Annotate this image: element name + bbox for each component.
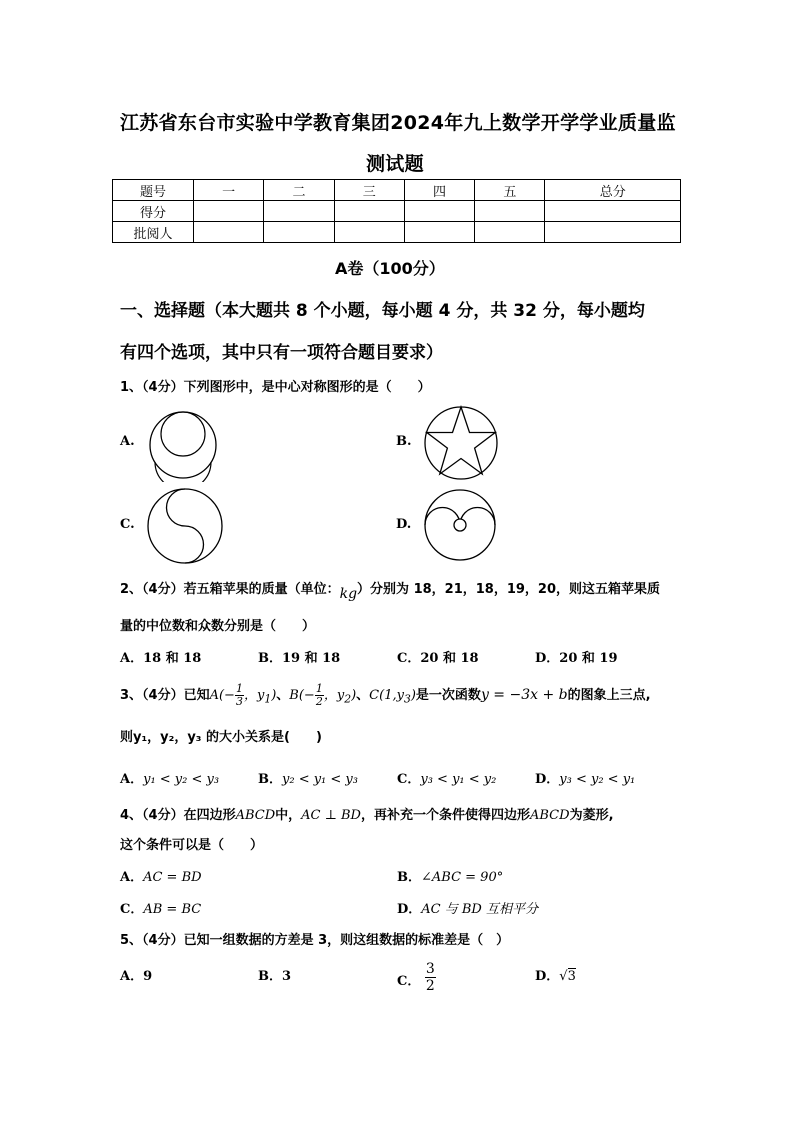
score-cell — [404, 201, 474, 222]
question-5-stem: 5、（4分）已知一组数据的方差是 3，则这组数据的标准差是（ ） — [120, 933, 510, 948]
score-cell — [545, 201, 681, 222]
q1-figure-d — [422, 487, 498, 563]
q3-option-c: C．y₃ < y₁ < y₂ — [397, 772, 497, 787]
q1-option-d-label: D. — [396, 517, 412, 532]
score-table — [112, 179, 681, 243]
q4-option-d: D．AC 与 BD 互相平分 — [397, 902, 538, 917]
score-cell — [334, 222, 404, 243]
q4-abcd: ABCD — [235, 808, 276, 823]
q3-suffix2: 的图象上三点, — [567, 688, 651, 703]
q4-option-a: A．AC = BD — [120, 870, 202, 885]
score-table-row — [113, 222, 681, 243]
score-cell — [194, 222, 264, 243]
q3-frac-a: $\frac{1}{3}$ — [235, 682, 243, 708]
question-2-stem — [120, 578, 661, 602]
q5-sqrt-value: 3 — [567, 969, 576, 984]
score-cell — [475, 201, 545, 222]
page-title-line1: 江苏省东台市实验中学教育集团2024年九上数学开学学业质量监 — [120, 112, 676, 134]
q2-unit: kg — [339, 586, 358, 602]
question-1-stem: 1、（4分）下列图形中，是中心对称图形的是（ ） — [120, 380, 431, 395]
q1-figure-a — [146, 410, 220, 482]
score-header-cell: 三 — [334, 180, 404, 201]
score-cell — [194, 201, 264, 222]
q3-point-a: A(− $\frac{1}{3}$ ，$y_1$) — [209, 682, 277, 708]
score-row-label: 得分 — [113, 201, 194, 222]
q1-option-c-label: C. — [120, 517, 135, 532]
q2-option-b: B．19 和 18 — [258, 651, 341, 666]
score-header-cell: 二 — [264, 180, 334, 201]
q3-point-c: $C(1,y_3)$ — [369, 688, 416, 706]
q4-condition: AC ⊥ BD — [301, 808, 361, 823]
q1-figure-b — [423, 405, 499, 481]
score-table-header-row — [113, 180, 681, 201]
q5-fraction: $\frac{3}{2}$ — [425, 961, 435, 994]
q2-option-a: A．18 和 18 — [120, 651, 202, 666]
score-cell — [334, 201, 404, 222]
score-row-label: 批阅人 — [113, 222, 194, 243]
q2-option-d: D．20 和 19 — [535, 651, 618, 666]
q3-sep2: 、 — [356, 688, 370, 703]
q2-stem-part-b: ）分别为 18，21，18，19，20，则这五箱苹果质 — [357, 582, 661, 597]
score-cell — [404, 222, 474, 243]
q3-suffix: 是一次函数 — [415, 688, 481, 703]
q3-point-b: B(− $\frac{1}{2}$ ，$y_2$) — [289, 682, 357, 708]
score-table-row — [113, 201, 681, 222]
question-3-stem — [120, 683, 651, 708]
question-3-stem-line2: 则y₁，y₂，y₃ 的大小关系是( ) — [120, 730, 322, 745]
q1-figure-c — [146, 487, 224, 565]
score-header-cell: 一 — [194, 180, 264, 201]
score-cell — [545, 222, 681, 243]
question-2-stem-line2: 量的中位数和众数分别是（ ） — [120, 619, 316, 634]
score-cell — [264, 222, 334, 243]
q3-option-d: D．y₃ < y₂ < y₁ — [535, 772, 636, 787]
q3-option-a: A．y₁ < y₂ < y₃ — [120, 772, 220, 787]
q4-option-c: C．AB = BC — [120, 902, 202, 917]
score-header-cell: 四 — [404, 180, 474, 201]
section-heading-line1: 一、选择题（本大题共 8 个小题，每小题 4 分，共 32 分，每小题均 — [120, 301, 645, 321]
score-header-cell: 题号 — [113, 180, 194, 201]
q3-sep1: 、 — [276, 688, 290, 703]
score-cell — [475, 222, 545, 243]
q3-function: y = −3x + b — [480, 687, 568, 703]
score-header-cell: 总分 — [545, 180, 681, 201]
q4-option-b: B．∠ABC = 90° — [397, 870, 504, 885]
q3-option-b: B．y₂ < y₁ < y₃ — [258, 772, 358, 787]
q3-prefix: 3、（4分）已知 — [120, 688, 210, 703]
q5-option-a: A．9 — [120, 969, 153, 984]
q1-option-a-label: A. — [120, 434, 135, 449]
q2-stem-part-a: 2、（4分）若五箱苹果的质量（单位： — [120, 582, 340, 597]
page-title-line2: 测试题 — [366, 153, 424, 175]
part-label: A卷（100分） — [335, 259, 445, 278]
q5-option-b: B．3 — [258, 969, 292, 984]
question-4-stem: 4、（4分）在四边形ABCD中，AC ⊥ BD，再补充一个条件使得四边形ABCD为菱形, — [120, 808, 614, 823]
q2-option-c: C．20 和 18 — [397, 651, 479, 666]
score-header-cell: 五 — [475, 180, 545, 201]
q3-frac-b: $\frac{1}{2}$ — [315, 682, 323, 708]
question-4-stem-line2: 这个条件可以是（ ） — [120, 838, 264, 853]
q5-option-c: C． $\frac{3}{2}$ — [397, 961, 435, 994]
q4-abcd-2: ABCD — [530, 808, 570, 823]
sqrt-icon: √ — [559, 969, 568, 984]
q1-option-b-label: B. — [396, 434, 412, 449]
score-cell — [264, 201, 334, 222]
q5-option-d: D．√3 — [535, 969, 576, 984]
section-heading-line2: 有四个选项，其中只有一项符合题目要求） — [120, 343, 443, 363]
